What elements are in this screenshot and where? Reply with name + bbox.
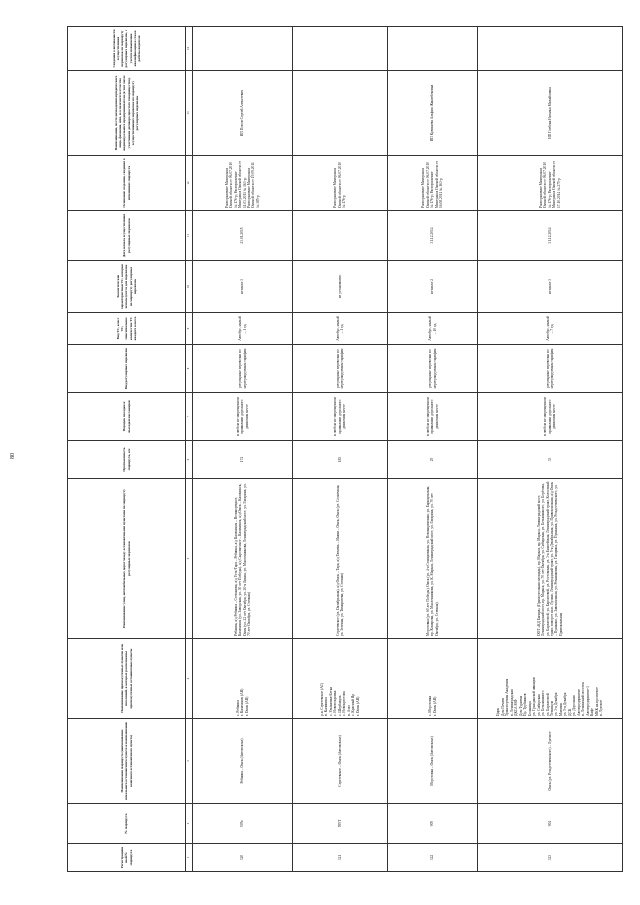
- intermediate-points-cell: [293, 639, 388, 719]
- column-number: 2: [186, 804, 193, 844]
- intermediate-point: с. Новопокровка: [333, 690, 338, 716]
- intermediate-point: р.п. Сергеевское (АС): [319, 682, 324, 716]
- vehicle-cell: Автобус, малый – 1 ед.: [293, 313, 388, 345]
- header-cell: Протяженность маршрута, км: [68, 441, 186, 479]
- header-cell: Экологические характеристики ТС, которые используются для перевозок по маршруту регулярных перевозок: [68, 261, 186, 313]
- column-number: 11: [186, 211, 193, 261]
- header-cell: Вид регулярных перевозок: [68, 345, 186, 393]
- intermediate-point: ул. Бархатовой: [545, 693, 550, 716]
- boarding-cell: в любом не запрещенном правилами дорожного движения месте: [193, 393, 293, 441]
- rotated-table-wrapper: [67, 27, 622, 872]
- column-number: 6: [186, 441, 193, 479]
- route-name-cell: Морозовка – Омск (Автовокзал): [388, 719, 478, 804]
- streets-cell: Сергеевское (ул. Октябрьская), а/д Омск – Тара, а/д Тюмень – Ишим – Омск, Омск (ул. Солнечная, ул. Зеленая, ул. Тимирязева, ул. Степная): [293, 479, 388, 639]
- column-number: 9: [186, 313, 193, 345]
- column-number: 14: [186, 27, 193, 71]
- header-cell: Основание создания, сведения о изменениях маршрута: [68, 156, 186, 211]
- carrier-cell: [293, 71, 388, 156]
- table-row: [193, 27, 293, 872]
- intermediate-point: с. Ребаина: [235, 700, 240, 716]
- intermediate-point: ул. Гражданской авиации: [532, 677, 537, 716]
- route-no-cell: 904: [478, 804, 623, 844]
- start-date-cell: [293, 211, 388, 261]
- carrier-cell: ИП Глебова Наталья Михайловна: [478, 71, 623, 156]
- header-cell: Вид ТС, класс ТС, максимальное количество ТС каждого класса: [68, 313, 186, 345]
- intermediate-point: Магазин: [558, 702, 563, 716]
- route-name-cell: Ребаина – Омск (Автовокзал): [193, 719, 293, 804]
- basis-cell: Распоряжение Минтранса Омской области от 06.07.2010 № 176-р; Распоряжение Минтранса Омской области от 16.08.2011 № 163-р: [388, 156, 478, 211]
- intermediate-points-cell: [478, 639, 623, 719]
- column-number-row: [186, 27, 193, 872]
- intermediate-point: Транспортная Академия: [505, 678, 510, 716]
- route-no-cell: 505с: [193, 804, 293, 844]
- intermediate-point: ДСК: [567, 708, 572, 716]
- intermediate-point: п. Луговое: [599, 699, 604, 716]
- intermediate-point: п. Азаз: [346, 705, 351, 716]
- routes-table: [67, 26, 623, 872]
- route-no-cell: 905: [388, 804, 478, 844]
- column-number: 13: [186, 71, 193, 156]
- header-cell: Наименование маршрута (наименование начального остановочного пункта и наименование конечного остановочного пункта): [68, 719, 186, 804]
- reg-no-cell: 323: [478, 844, 623, 872]
- column-number: 8: [186, 345, 193, 393]
- intermediate-point: Дом Туризма: [518, 695, 523, 716]
- notes-cell: [388, 27, 478, 71]
- transport-type-cell: регулярные перевозки по нерегулируемым тарифам: [193, 345, 293, 393]
- transport-type-cell: регулярные перевозки по нерегулируемым тарифам: [388, 345, 478, 393]
- length-cell: 33: [478, 441, 623, 479]
- transport-type-cell: регулярные перевозки по нерегулируемым тарифам: [478, 345, 623, 393]
- reg-no-cell: 320: [193, 844, 293, 872]
- intermediate-point: с. Морозовка: [428, 695, 433, 716]
- intermediate-point: Автопредприятие: [576, 688, 581, 716]
- intermediate-point: Пр. Трубников: [523, 693, 528, 716]
- start-date-cell: 23.01.2015: [193, 211, 293, 261]
- intermediate-point: ул. 5-я Декабря: [563, 692, 568, 716]
- intermediate-point: с. Новокрестова: [342, 691, 347, 716]
- reg-no-cell: 322: [388, 844, 478, 872]
- intermediate-point: г. Калачинск (АВ): [240, 688, 245, 716]
- intermediate-point: п. Ленинский поселок: [581, 682, 586, 716]
- header-cell: Наименование, место нахождения юридического лица, фамилия, имя, и если имеется отчество индивидуального предпринимателя (в том числе участников договора простого товарищества), осуществляющих перевозки по маршруту регулярных перевозок: [68, 71, 186, 156]
- column-number: 12: [186, 156, 193, 211]
- column-number: 4: [186, 639, 193, 719]
- boarding-cell: в любом не запрещенном правилами дорожного движения месте: [388, 393, 478, 441]
- transport-type-cell: регулярные перевозки по нерегулируемым тарифам: [293, 345, 388, 393]
- basis-cell: Распоряжение Минтранса Омской области от 06.07.2010 № 176-р: [293, 156, 388, 211]
- streets-cell: Морозовка (ул. 60 лет Победы), Омск (ул. 4-я Станционная, ул. Новокирпичная, ул. Барнаульская, пр. Комарова, ул. Масленникова, ул. К. Маркса, Ленинградский мост, ул. Гагарина, ул. 70 лет Октября, ул. Степная): [388, 479, 478, 639]
- route-name-cell: Омск (ул. Рождественского) – Луговое: [478, 719, 623, 804]
- route-no-cell: 595Т: [293, 804, 388, 844]
- start-date-cell: 31.12.2014: [388, 211, 478, 261]
- header-cell: Наименование промежуточных пунктов или поселений, в которых расположены промежуточные остановочные пункты: [68, 639, 186, 719]
- start-date-cell: 31.12.2014: [478, 211, 623, 261]
- header-cell: Порядок посадки и высадки пассажиров: [68, 393, 186, 441]
- table-row: [478, 27, 623, 872]
- intermediate-points-cell: [193, 639, 293, 719]
- intermediate-point: с. Ульяновка-Бетка: [328, 686, 333, 716]
- intermediate-point: с. Шербакуль: [337, 695, 342, 716]
- intermediate-point: Дом Печати: [500, 697, 505, 716]
- intermediate-point: Автопредприятие-3: [585, 686, 590, 716]
- intermediate-point: п. Ленинградская: [509, 689, 514, 716]
- column-number: 7: [186, 393, 193, 441]
- header-cell: Дата начала осуществления регулярных перевозок: [68, 211, 186, 261]
- intermediate-points-cell: [388, 639, 478, 719]
- intermediate-point: ул. 3-я Декабря: [554, 692, 559, 716]
- length-cell: 183: [293, 441, 388, 479]
- route-name-cell: Сергеевское – Омск (Автовокзал): [293, 719, 388, 804]
- intermediate-point: Больница: [527, 701, 532, 716]
- column-number: 5: [186, 479, 193, 639]
- column-number: 3: [186, 719, 193, 804]
- basis-cell: Распоряжение Минтранса Омской области от 06.07.2010 № 176-р; Распоряжение Минтранса Омской области от 11.03.2011 № 163-р; Распоряжение Минтранса Омской области от 19.09.2011 № 385-р: [193, 156, 293, 211]
- eco-cell: не ниже 2: [388, 261, 478, 313]
- carrier-cell: ИП Кулишева Альфия Жанатбековна: [388, 71, 478, 156]
- header-cell: Наименование улиц, автомобильных дорог между остановочными пунктами по маршруту регулярных перевозок: [68, 479, 186, 639]
- eco-cell: не установлено: [293, 261, 388, 313]
- eco-cell: не ниже 3: [193, 261, 293, 313]
- carrier-cell: ИП Попов Сергей Алексеевич: [193, 71, 293, 156]
- reg-no-cell: 321: [293, 844, 388, 872]
- intermediate-point: Цирк: [496, 707, 501, 716]
- header-row: [68, 27, 186, 872]
- notes-cell: [293, 27, 388, 71]
- length-cell: 25: [388, 441, 478, 479]
- intermediate-point: Кафе: [590, 708, 595, 716]
- table-row: [388, 27, 478, 872]
- intermediate-point: г. Омск (АВ): [244, 696, 249, 716]
- intermediate-point: ул. Сибирская: [536, 694, 541, 716]
- intermediate-point: Техникум: [550, 701, 554, 716]
- column-number: 1: [186, 844, 193, 872]
- eco-cell: не ниже 3: [478, 261, 623, 313]
- intermediate-point: ул. Безымянного: [541, 690, 546, 716]
- boarding-cell: в любом не запрещенном правилами дорожного движения месте: [293, 393, 388, 441]
- length-cell: 174: [193, 441, 293, 479]
- header-cell: № маршрута: [68, 804, 186, 844]
- vehicle-cell: Автобус, малый – 1 ед.: [193, 313, 293, 345]
- vehicle-cell: Автобус, малый – 7 ед.: [478, 313, 623, 345]
- streets-cell: ООТ «КД Багира» (Прямоугольная площадь), пр. Маркса, пр. Маркса, Ленинградский мост, Ленинградский мост, пр. Маркса, ул. 70 лет Октября, ул. Сибирская, ул. Безымянного, ул. Берёзова, ул. Бархатовой, ул. Бархатовой, ул. Ростовская, ул. 3-я Енисейская, Ленинградский тракт, Колхозный тракт, поворот на п. Лузино, Ленинградский тракт, ул. 5-я Декабрьская, ул. Привокзальная, а/д Омск – Пушкино, ул. Завокзальная, ул. Ромашковая, ул. Гагарина, ул. Пушкина, ул. Рождественского, ул. Привокзальная: [478, 479, 623, 639]
- column-number: 10: [186, 261, 193, 313]
- intermediate-point: ул. Дорожная: [572, 695, 577, 716]
- boarding-cell: в любом не запрещенном правилами дорожного движения месте: [478, 393, 623, 441]
- intermediate-point: ДКСА МФ: [514, 699, 519, 716]
- page-number: 80: [10, 453, 16, 459]
- intermediate-point: МКК на проспекте: [594, 687, 599, 716]
- intermediate-point: с. Красный Яр: [351, 693, 356, 716]
- intermediate-point: г. Омск (АВ): [432, 696, 437, 716]
- notes-cell: [193, 27, 293, 71]
- header-cell: Сведения о возможности осуществления перевозок по маршруту регулярных перевозок, с учетом повышения квалификации и стажа работы водителя: [68, 27, 186, 71]
- vehicle-cell: Автобус, малый – 10 ед.: [388, 313, 478, 345]
- intermediate-point: п. Калинина: [324, 697, 329, 716]
- intermediate-point: г. Омск (АВ): [355, 696, 360, 716]
- basis-cell: Распоряжение Минтранса Омской области от 06.07.2010 № 176-р; Распоряжение Минтранса Омской области от 17.10.2014 № 275-р: [478, 156, 623, 211]
- notes-cell: [478, 27, 623, 71]
- header-cell: Регистрационный № маршрута: [68, 844, 186, 872]
- table-row: [293, 27, 388, 872]
- streets-cell: Ребаина, а/д Ребаина – Степанова, а/д Усть-Тара – Ребаина, а/д Калачинск – Великорецкое, Калачинск (ул. Заводская, ул. 30 лет Победы), а/д Сыропятское – Калачинск, а/д Омск – Калачинск, Омск (ул. 22 лет Октября, ул. 20-я Линия, ул. Масленникова, Ленинградский мост, ул. Гагарина, ул. 70 лет Октября, ул. Степная): [193, 479, 293, 639]
